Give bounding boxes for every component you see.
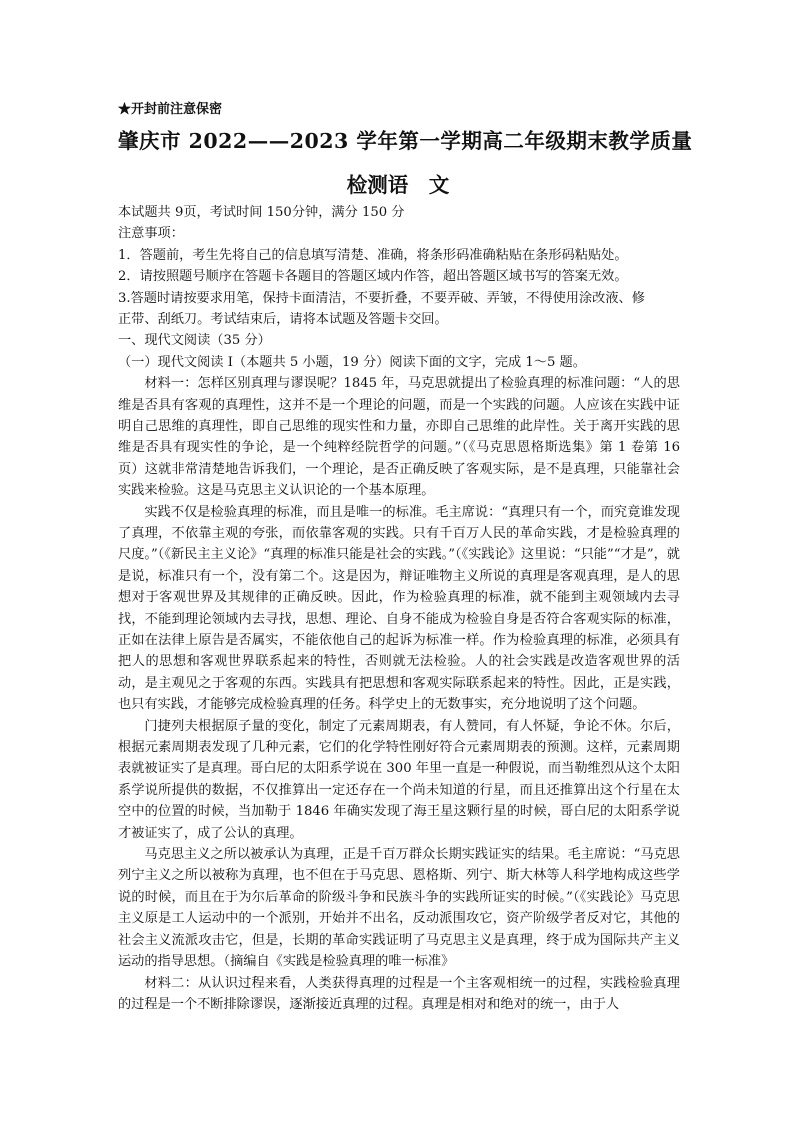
note-3-line1: 3.答题时请按要求用笔，保持卡面清洁，不要折叠，不要弄破、弄皱，不得使用涂改液、修 [118,290,645,306]
exam-title: 肇庆市 2022——2023 学年第一学期高二年级期末教学质量 [118,129,693,153]
exam-content [118,202,680,1015]
note-3-line2: 正带、刮纸刀。考试结束后，请将本试题及答题卡交回。 [118,311,448,327]
notes-heading: 注意事项： [118,226,184,242]
paragraph-marxism: 马克思主义之所以被承认为真理，正是千百万群众长期实践证实的结果。毛主席说：“马克思列宁主义之所以被称为真理，也不但在于马克思、恩格斯、列宁、斯大林等人科学地构成这些学说的时候，而且在于为尔后革命的阶级斗争和民族斗争的实践所证实的时候。”（《实践论》马克思主义原是工人运动中的一个派别，开始并不出名，反动派围攻它，资产阶级学者反对它，其他的社会主义流派攻击它，但是，长期的革命实践证明了马克思主义是真理，终于成为国际共产主义运动的指导思想。（摘编自《实践是检验真理的唯一标准》 [118,847,680,970]
paragraph-mendeleev: 门捷列夫根据原子量的变化，制定了元素周期表，有人赞同，有人怀疑，争论不休。尔后，根据元素周期表发现了几种元素，它们的化学特性刚好符合元素周期表的预测。这样，元素周期表就被证实了是真理。哥白尼的太阳系学说在 300 年里一直是一种假说，而当勒维烈从这个太阳系学说所提供的数据，不仅推算出一定还存在一个尚未知道的行星，而且还推算出这个行星在太空中的位置的时候，当加勒于 1846 年确实发现了海王星这颗行星的时候，哥白尼的太阳系学说才被证实了，成了公认的真理。 [118,718,680,841]
paragraph-practice-standard: 实践不仅是检验真理的标准，而且是唯一的标准。毛主席说：“真理只有一个，而究竟谁发现了真理，不依靠主观的夸张，而依靠客观的实践。只有千百万人民的革命实践，才是检验真理的尺度。”（《新民主主义论》“真理的标准只能是社会的实践。”（《实践论》这里说：“只能”“才是”，就是说，标准只有一个，没有第二个。这是因为，辩证唯物主义所说的真理是客观真理，是人的思想对于客观世界及其规律的正确反映。因此，作为检验真理的标准，就不能到主观领域内去寻找，不能到理论领域内去寻找，思想、理论、自身不能成为检验自身是否符合客观实际的标准，正如在法律上原告是否属实，不能依他自己的起诉为标准一样。作为检验真理的标准，必须具有把人的思想和客观世界联系起来的特性，否则就无法检验。人的社会实践是改造客观世界的活动，是主观见之于客观的东西。实践具有把思想和客观实际联系起来的特性。因此，正是实践，也只有实践，才能够完成检验真理的任务。科学史上的无数事实，充分地说明了这个问题。 [118,504,680,713]
section-sub-heading: （一）现代文阅读 I（本题共 5 小题，19 分）阅读下面的文字，完成 1～5 题。 [118,354,586,370]
note-2: 2．请按照题号顺序在答题卡各题目的答题区域内作答，超出答题区域书写的答案无效。 [118,269,628,285]
exam-subject: 检测语 文 [346,173,450,197]
exam-summary: 本试题共 9页，考试时间 150分钟，满分 150 分 [118,205,405,220]
note-1: 1．答题前，考生先将自己的信息填写清楚、准确，将条形码准确粘贴在条形码粘贴处。 [118,247,628,263]
paragraph-material-2: 材料二：从认识过程来看，人类获得真理的过程是一个主客观相统一的过程，实践检验真理的过程是一个不断排除谬误，逐渐接近真理的过程。真理是相对和绝对的统一，由于人 [118,975,680,1012]
section-heading: 一、现代文阅读（35 分） [118,333,271,349]
paragraph-material-1: 材料一：怎样区别真理与谬误呢？1845 年，马克思就提出了检验真理的标准问题：“人的思维是否具有客观的真理性，这并不是一个理论的问题，而是一个实践的问题。人应该在实践中证明自己思维的真理性，即自己思维的现实性和力量，亦即自己思维的此岸性。关于离开实践的思维是否具有现实性的争论，是一个纯粹经院哲学的问题。”（《马克思恩格斯选集》第 1 卷第 16 页）这就非常清楚地告诉我们，一个理论，是否正确反映了客观实际，是不是真理，只能靠社会实践来检验。这是马克思主义认识论的一个基本原理。 [118,376,680,499]
confidential-notice: ★开封前注意保密 [118,102,223,117]
